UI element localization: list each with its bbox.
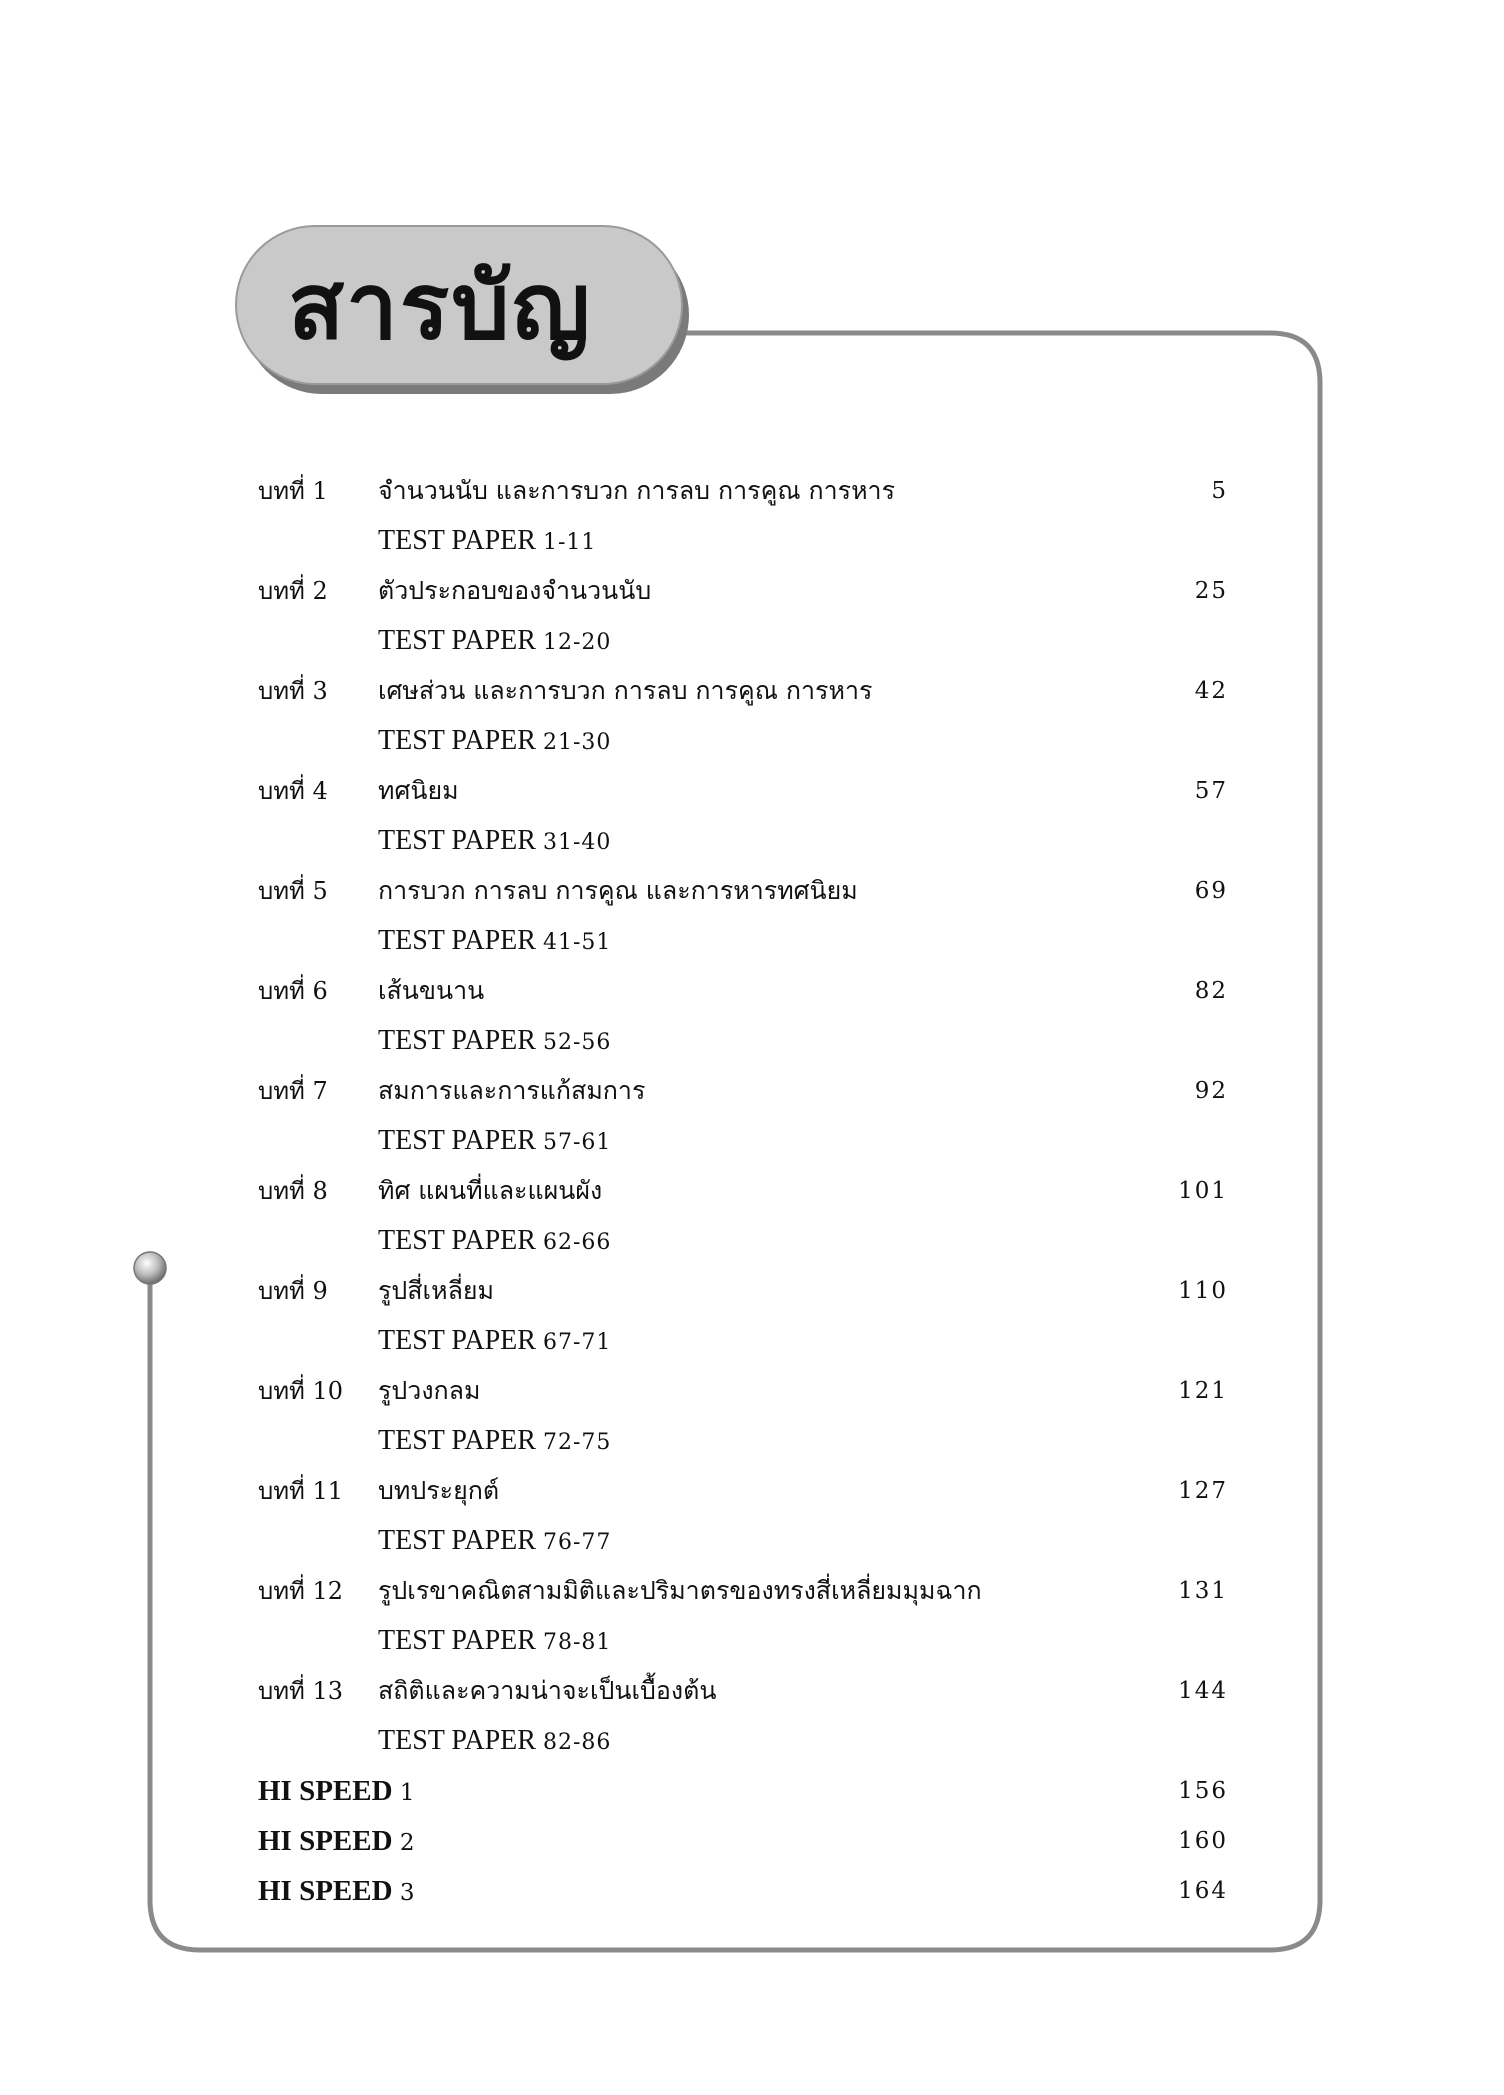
toc-test-row[interactable] (258, 816, 1228, 866)
test-paper-entry (378, 916, 611, 968)
test-paper-label: TEST PAPER (378, 625, 536, 656)
test-paper-label: TEST PAPER (378, 525, 536, 556)
toc-chapter-row[interactable] (258, 466, 1228, 516)
toc-hi-speed-row[interactable] (258, 1866, 1228, 1916)
chapter-title: บทประยุกต์ (378, 1476, 500, 1505)
hi-speed-label: HI SPEED (258, 1875, 393, 1907)
page-number: 92 (1194, 1078, 1228, 1104)
page-number: 164 (1178, 1878, 1228, 1904)
test-paper-label: TEST PAPER (378, 925, 536, 956)
test-paper-entry (378, 1716, 611, 1768)
chapter-title: ตัวประกอบของจำนวนนับ (378, 576, 652, 605)
chapter-label: บทที่ 8 (258, 1177, 328, 1205)
test-paper-label: TEST PAPER (378, 1325, 536, 1356)
chapter-label: บทที่ 13 (258, 1677, 344, 1705)
chapter-label: บทที่ 5 (258, 877, 328, 905)
toc-test-row[interactable] (258, 516, 1228, 566)
test-paper-range: 72-75 (542, 1430, 612, 1455)
test-paper-entry (378, 1216, 611, 1268)
toc-chapter-row[interactable] (258, 1466, 1228, 1516)
test-paper-range: 57-61 (542, 1130, 612, 1155)
hi-speed-number: 3 (399, 1880, 415, 1906)
toc-chapter-row[interactable] (258, 1666, 1228, 1716)
chapter-label: บทที่ 9 (258, 1277, 328, 1305)
test-paper-range: 41-51 (542, 930, 612, 955)
chapter-label: บทที่ 6 (258, 977, 328, 1005)
test-paper-label: TEST PAPER (378, 1525, 536, 1556)
test-paper-label: TEST PAPER (378, 725, 536, 756)
hi-speed-label: HI SPEED (258, 1825, 393, 1857)
test-paper-label: TEST PAPER (378, 1725, 536, 1756)
test-paper-entry (378, 516, 596, 568)
toc-test-row[interactable] (258, 1216, 1228, 1266)
page-number: 144 (1178, 1678, 1228, 1704)
table-of-contents (258, 466, 1228, 1916)
toc-test-row[interactable] (258, 1616, 1228, 1666)
hi-speed-entry (258, 1866, 414, 1918)
hi-speed-number: 2 (399, 1830, 415, 1856)
page-number: 57 (1194, 778, 1228, 804)
page-number: 131 (1178, 1578, 1228, 1604)
test-paper-label: TEST PAPER (378, 1025, 536, 1056)
test-paper-range: 78-81 (542, 1630, 612, 1655)
chapter-label: บทที่ 7 (258, 1077, 328, 1105)
chapter-title: จำนวนนับ และการบวก การลบ การคูณ การหาร (378, 476, 896, 505)
page-number: 101 (1178, 1178, 1228, 1204)
test-paper-entry (378, 1116, 611, 1168)
test-paper-entry (378, 1416, 611, 1468)
test-paper-range: 76-77 (542, 1530, 612, 1555)
toc-test-row[interactable] (258, 616, 1228, 666)
hi-speed-label: HI SPEED (258, 1775, 393, 1807)
toc-chapter-row[interactable] (258, 766, 1228, 816)
chapter-title: รูปเรขาคณิตสามมิติและปริมาตรของทรงสี่เหลี่ยมมุมฉาก (378, 1576, 982, 1605)
chapter-title: สมการและการแก้สมการ (378, 1076, 646, 1105)
test-paper-label: TEST PAPER (378, 1425, 536, 1456)
chapter-label: บทที่ 10 (258, 1377, 344, 1405)
page-number: 69 (1194, 878, 1228, 904)
test-paper-entry (378, 1016, 611, 1068)
test-paper-entry (378, 1316, 611, 1368)
chapter-label: บทที่ 2 (258, 577, 328, 605)
test-paper-entry (378, 1616, 611, 1668)
chapter-title: เส้นขนาน (378, 976, 485, 1005)
page-number: 110 (1178, 1278, 1228, 1304)
toc-test-row[interactable] (258, 1416, 1228, 1466)
toc-test-row[interactable] (258, 716, 1228, 766)
page-number: 127 (1178, 1478, 1228, 1504)
toc-test-row[interactable] (258, 916, 1228, 966)
toc-chapter-row[interactable] (258, 866, 1228, 916)
chapter-label: บทที่ 3 (258, 677, 328, 705)
chapter-title: ทิศ แผนที่และแผนผัง (378, 1176, 603, 1205)
test-paper-range: 31-40 (542, 830, 612, 855)
hi-speed-number: 1 (399, 1780, 415, 1806)
test-paper-range: 1-11 (542, 530, 597, 555)
test-paper-range: 21-30 (542, 730, 612, 755)
test-paper-range: 67-71 (542, 1330, 612, 1355)
chapter-label: บทที่ 4 (258, 777, 328, 805)
chapter-title: สถิติและความน่าจะเป็นเบื้องต้น (378, 1676, 717, 1705)
chapter-title: รูปสี่เหลี่ยม (378, 1276, 495, 1305)
test-paper-label: TEST PAPER (378, 825, 536, 856)
page-number: 42 (1194, 678, 1228, 704)
toc-chapter-row[interactable] (258, 1366, 1228, 1416)
toc-test-row[interactable] (258, 1316, 1228, 1366)
page-number: 82 (1194, 978, 1228, 1004)
chapter-label: บทที่ 11 (258, 1477, 344, 1505)
chapter-title: เศษส่วน และการบวก การลบ การคูณ การหาร (378, 676, 873, 705)
chapter-title: ทศนิยม (378, 776, 459, 805)
chapter-title: การบวก การลบ การคูณ และการหารทศนิยม (378, 876, 858, 905)
test-paper-range: 12-20 (542, 630, 612, 655)
page-number: 160 (1178, 1828, 1228, 1854)
toc-chapter-row[interactable] (258, 1066, 1228, 1116)
test-paper-entry (378, 616, 611, 668)
toc-test-row[interactable] (258, 1716, 1228, 1766)
toc-hi-speed-row[interactable] (258, 1766, 1228, 1816)
test-paper-entry (378, 1516, 611, 1568)
test-paper-range: 82-86 (542, 1730, 612, 1755)
toc-hi-speed-row[interactable] (258, 1816, 1228, 1866)
toc-chapter-row[interactable] (258, 966, 1228, 1016)
toc-test-row[interactable] (258, 1516, 1228, 1566)
test-paper-label: TEST PAPER (378, 1625, 536, 1656)
toc-chapter-row[interactable] (258, 666, 1228, 716)
chapter-title: รูปวงกลม (378, 1376, 481, 1405)
test-paper-label: TEST PAPER (378, 1225, 536, 1256)
toc-chapter-row[interactable] (258, 1166, 1228, 1216)
toc-chapter-row[interactable] (258, 1566, 1228, 1616)
chapter-label: บทที่ 1 (258, 477, 328, 505)
test-paper-label: TEST PAPER (378, 1125, 536, 1156)
chapter-label: บทที่ 12 (258, 1577, 344, 1605)
toc-test-row[interactable] (258, 1016, 1228, 1066)
hi-speed-entry (258, 1766, 414, 1818)
page-number: 156 (1178, 1778, 1228, 1804)
test-paper-range: 62-66 (542, 1230, 612, 1255)
frame-knob-icon (134, 1252, 166, 1284)
toc-test-row[interactable] (258, 1116, 1228, 1166)
page-title: สารบัญ (288, 253, 593, 360)
test-paper-range: 52-56 (542, 1030, 612, 1055)
toc-chapter-row[interactable] (258, 1266, 1228, 1316)
toc-chapter-row[interactable] (258, 566, 1228, 616)
hi-speed-entry (258, 1816, 414, 1868)
test-paper-entry (378, 716, 611, 768)
page-number: 25 (1194, 578, 1228, 604)
test-paper-entry (378, 816, 611, 868)
page-number: 5 (1211, 478, 1228, 504)
page-number: 121 (1178, 1378, 1228, 1404)
